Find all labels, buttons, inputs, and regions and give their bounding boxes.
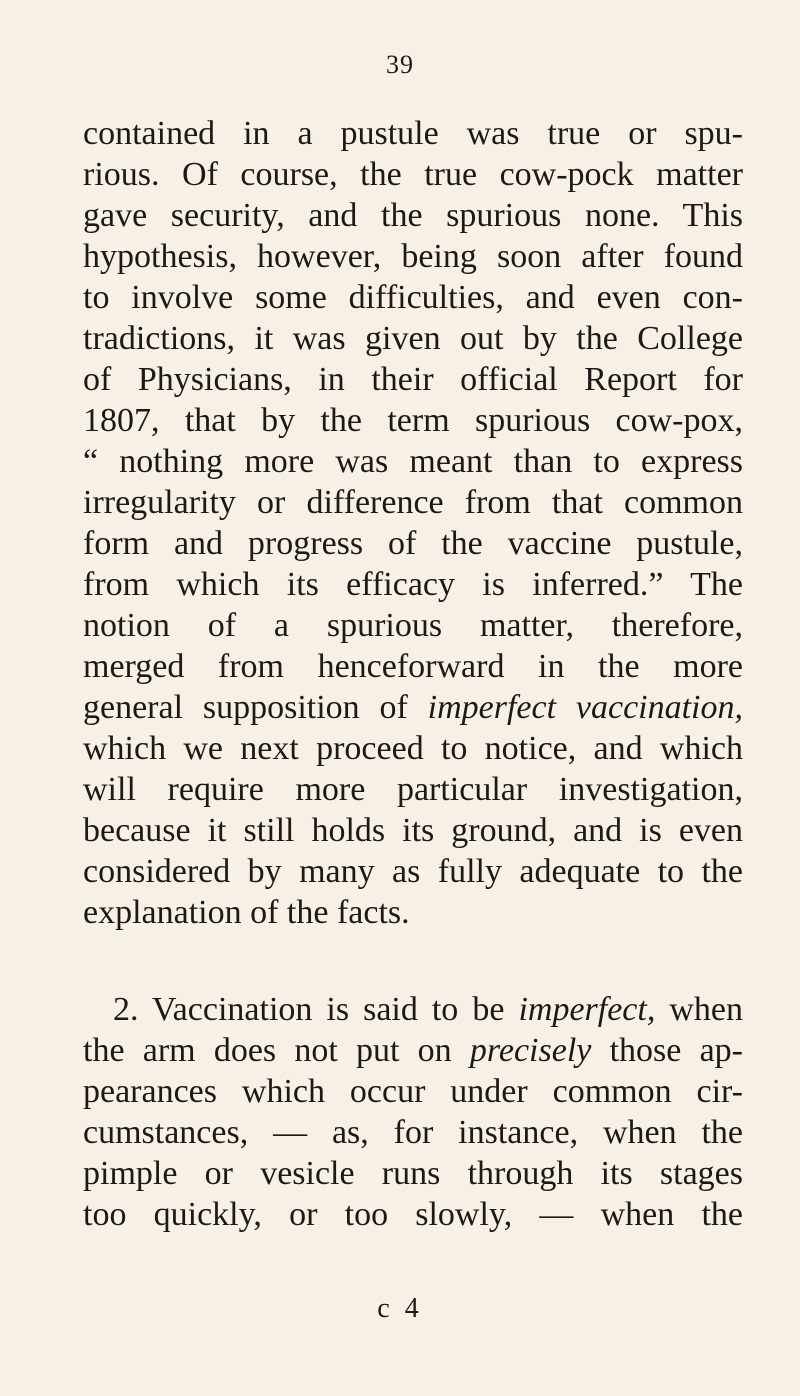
text-line: from which its efficacy is inferred.” The <box>83 566 743 603</box>
signature-mark: c 4 <box>377 1293 423 1324</box>
text-run: 2. Vaccination is said to be <box>113 991 519 1028</box>
text-line: pimple or vesicle runs through its stages <box>83 1155 743 1192</box>
italic-term: imperfect vaccination, <box>427 689 743 726</box>
text-run: when <box>655 991 743 1028</box>
text-line: 1807, that by the term spurious cow-pox, <box>83 402 743 439</box>
text-line: because it still holds its ground, and is even <box>83 812 743 849</box>
text-line: will require more particular investigation, <box>83 771 743 808</box>
italic-term: imperfect, <box>518 991 656 1028</box>
text-line: considered by many as fully adequate to the <box>83 853 743 890</box>
text-line: “ nothing more was meant than to express <box>83 443 743 480</box>
text-line: rious. Of course, the true cow-pock matter <box>83 156 743 193</box>
text-run: those ap- <box>591 1032 743 1069</box>
text-line: pearances which occur under common cir- <box>83 1073 743 1110</box>
text-line: contained in a pustule was true or spu- <box>83 115 743 152</box>
text-run: the arm does not put on <box>83 1032 470 1069</box>
text-line-with-italic <box>83 687 743 728</box>
page-number: 39 <box>386 50 414 79</box>
italic-term: precisely <box>469 1032 592 1069</box>
text-line: too quickly, or too slowly, — when the <box>83 1196 743 1233</box>
text-line: form and progress of the vaccine pustule, <box>83 525 743 562</box>
text-run: general supposition of <box>83 689 428 726</box>
text-line: gave security, and the spurious none. This <box>83 197 743 234</box>
text-line-with-italic <box>83 1030 743 1071</box>
text-line: tradictions, it was given out by the College <box>83 320 743 357</box>
paragraph-gap <box>83 933 743 989</box>
text-line: notion of a spurious matter, therefore, <box>83 607 743 644</box>
text-line: cumstances, — as, for instance, when the <box>83 1114 743 1151</box>
text-line: hypothesis, however, being soon after found <box>83 238 743 275</box>
text-line: of Physicians, in their official Report for <box>83 361 743 398</box>
text-line: to involve some difficulties, and even con- <box>83 279 743 316</box>
text-line-with-italic <box>83 989 743 1030</box>
body-text <box>83 113 743 1235</box>
text-line: merged from henceforward in the more <box>83 648 743 685</box>
text-line: explanation of the facts. <box>83 894 410 931</box>
text-line: which we next proceed to notice, and which <box>83 730 743 767</box>
text-line: irregularity or difference from that common <box>83 484 743 521</box>
